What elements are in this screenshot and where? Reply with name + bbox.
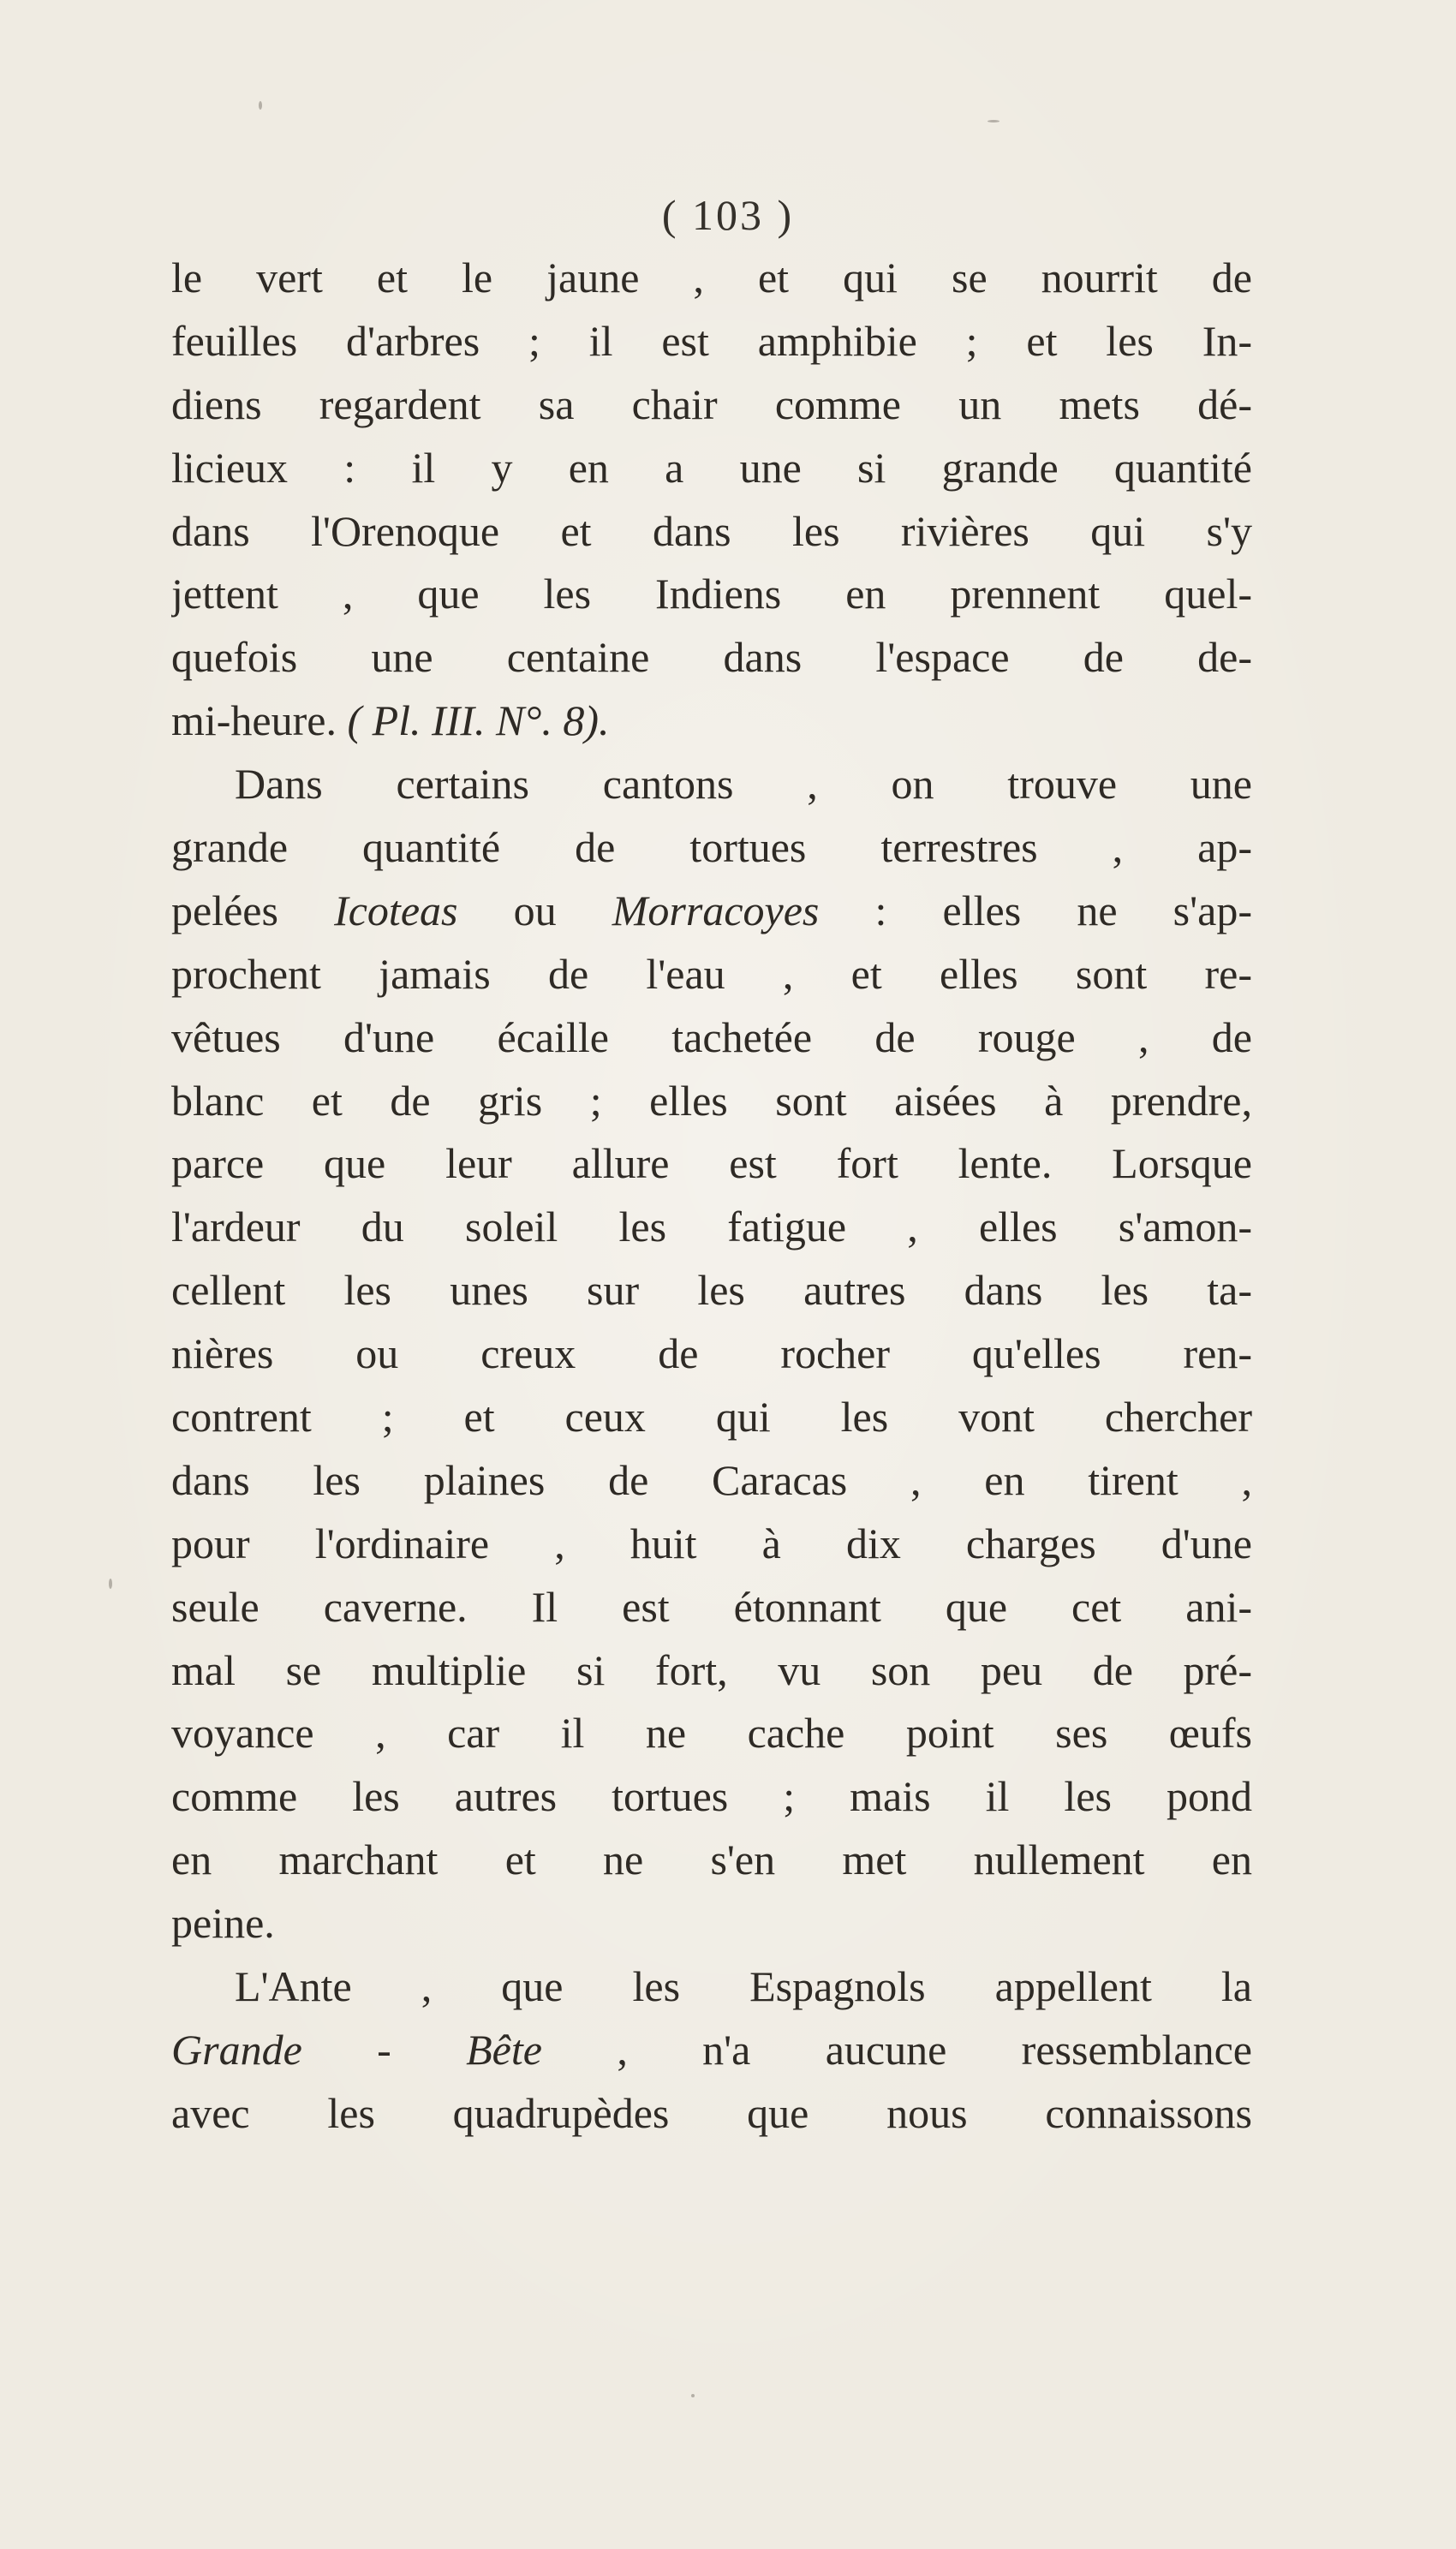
text-line: diens regardent sa chair comme un mets dé- <box>171 379 1252 428</box>
text-span: ou <box>457 886 612 934</box>
text-line: parce que leur allure est fort lente. Lorsque <box>171 1139 1252 1188</box>
body-text <box>171 247 1252 2146</box>
text-line: l'ardeur du soleil les fatigue , elles s'amon- <box>171 1203 1252 1251</box>
paper-speck <box>988 120 1000 122</box>
text-line: peine. <box>171 1899 275 1948</box>
page-number: ( 103 ) <box>661 191 795 239</box>
text-line: en marchant et ne s'en met nullement en <box>171 1836 1252 1884</box>
paper-speck <box>109 1579 112 1589</box>
text-line: blanc et de gris ; elles sont aisées à prendre, <box>171 1076 1252 1125</box>
text-line: dans les plaines de Caracas , en tirent , <box>171 1455 1252 1504</box>
text-line <box>171 880 1252 943</box>
text-line: avec les quadrupèdes que nous connaissons <box>171 2088 1252 2137</box>
text-span: : elles ne s'ap- <box>819 886 1252 934</box>
italic-term: Morracoyes <box>612 886 820 934</box>
text-line: voyance , car il ne cache point ses œufs <box>171 1709 1252 1758</box>
text-line: dans l'Orenoque et dans les rivières qui s'y <box>171 506 1252 555</box>
text-line: pour l'ordinaire , huit à dix charges d'une <box>171 1519 1252 1567</box>
text-line: le vert et le jaune , et qui se nourrit de <box>171 254 1252 301</box>
paragraph <box>171 247 1252 753</box>
text-line: contrent ; et ceux qui les vont chercher <box>171 1393 1252 1442</box>
text-line: comme les autres tortues ; mais il les pond <box>171 1772 1252 1821</box>
text-line: mal se multiplie si fort, vu son peu de pré- <box>171 1645 1252 1694</box>
text-line: vêtues d'une écaille tachetée de rouge , de <box>171 1012 1252 1061</box>
text-line: prochent jamais de l'eau , et elles sont re- <box>171 949 1252 998</box>
italic-term: Icoteas <box>334 886 458 934</box>
italic-term: Grande - Bête <box>171 2025 542 2074</box>
plate-reference: ( Pl. III. N°. 8). <box>347 696 610 745</box>
text-line: Dans certains cantons , on trouve une <box>235 760 1252 809</box>
text-line: cellent les unes sur les autres dans les ta- <box>171 1266 1252 1315</box>
text-line: nières ou creux de rocher qu'elles ren- <box>171 1329 1252 1378</box>
text-line: L'Ante , que les Espagnols appellent la <box>235 1962 1252 2011</box>
text-line: licieux : il y en a une si grande quantité <box>171 443 1252 492</box>
text-line: jettent , que les Indiens en prennent quel- <box>171 570 1252 618</box>
paragraph <box>171 1955 1252 2146</box>
text-span: , n'a aucune ressemblance <box>541 2025 1252 2074</box>
text-line: feuilles d'arbres ; il est amphibie ; et les In- <box>171 316 1252 365</box>
text-line: grande quantité de tortues terrestres , ap- <box>171 823 1252 872</box>
paragraph <box>171 753 1252 1955</box>
text-span: mi-heure. <box>171 696 348 745</box>
text-span: pelées <box>171 886 335 934</box>
text-line: quefois une centaine dans l'espace de de- <box>171 633 1252 682</box>
paper-speck <box>691 2394 695 2397</box>
paper-speck <box>259 101 262 110</box>
text-line <box>171 2019 1252 2082</box>
text-line: seule caverne. Il est étonnant que cet ani- <box>171 1582 1252 1631</box>
text-line <box>171 689 1252 753</box>
